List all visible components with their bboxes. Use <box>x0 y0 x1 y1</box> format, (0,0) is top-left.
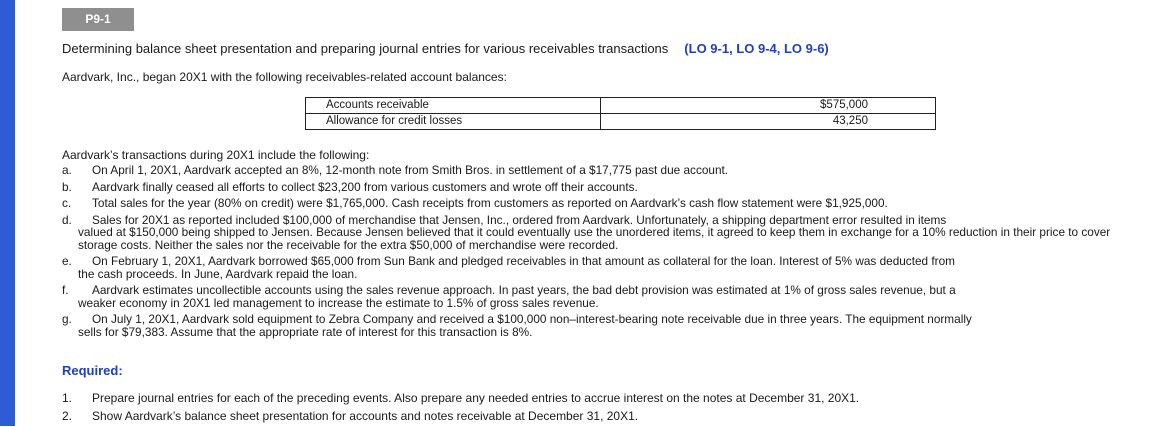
list-item <box>62 181 1142 194</box>
problem-badge: P9-1 <box>62 8 134 31</box>
account-name: Allowance for credit losses <box>306 114 601 130</box>
list-item <box>62 284 1142 309</box>
item-label: d. <box>62 212 72 227</box>
req-text: Prepare journal entries for each of the preceding events. Also prepare any needed entries to accrue interest on the notes at December 31, 20X1. <box>92 391 860 405</box>
item-text: Aardvark finally ceased all efforts to collect $23,200 from various customers and wrote off their accounts. <box>92 179 638 194</box>
account-amount: $575,000 <box>601 98 936 114</box>
required-heading: Required: <box>62 363 123 378</box>
req-label: 2. <box>62 409 73 423</box>
req-text: Show Aardvark’s balance sheet presentation for accounts and notes receivable at December 31, 20X1. <box>92 409 639 423</box>
item-text-continued: valued at $150,000 being shipped to Jensen. Because Jensen believed that it could eventually use the unordered items, it agreed to keep them in exchange for a 10% reduction in their price to cover storage costs. Neither the sales nor the receivable for the extra $50,000 of merchandise were recorded. <box>78 225 1111 252</box>
list-item <box>62 197 1142 210</box>
item-text-continued: weaker economy in 20X1 led management to increase the estimate to 1.5% of gross sales revenue. <box>78 295 599 310</box>
title-text: Determining balance sheet presentation and preparing journal entries for various receivables transactions <box>62 41 669 56</box>
learning-objectives: (LO 9-1, LO 9-4, LO 9-6) <box>684 41 829 56</box>
item-text: On April 1, 20X1, Aardvark accepted an 8%, 12-month note from Smith Bros. in settlement of a $17,775 past due account. <box>92 163 729 177</box>
item-label: f. <box>62 283 69 297</box>
list-item <box>62 164 1142 177</box>
list-item <box>62 255 1142 280</box>
balances-table <box>305 97 936 130</box>
item-label: c. <box>62 196 72 210</box>
problem-title <box>62 41 829 56</box>
item-text: On February 1, 20X1, Aardvark borrowed $65,000 from Sun Bank and pledged receivables in that amount as collateral for the loan. Interest of 5% was deducted from <box>92 254 955 268</box>
item-text: Sales for 20X1 as reported included $100,000 of merchandise that Jensen, Inc., ordered from Aardvark. Unfortunately, a shipping department error resulted in items <box>92 212 947 227</box>
list-item <box>62 214 1142 252</box>
transactions-intro: Aardvark’s transactions during 20X1 include the following: <box>62 148 370 162</box>
item-label: a. <box>62 163 72 177</box>
item-text-continued: sells for $79,383. Assume that the appropriate rate of interest for this transaction is 8%. <box>78 324 533 339</box>
account-name: Accounts receivable <box>306 98 601 114</box>
item-text: Total sales for the year (80% on credit) were $1,765,000. Cash receipts from customers as reported on Aardvark’s cash flow statement were $1,925,000. <box>92 196 888 210</box>
req-label: 1. <box>62 391 73 405</box>
intro-text: Aardvark, Inc., began 20X1 with the following receivables-related account balances: <box>62 70 507 84</box>
item-text: Aardvark estimates uncollectible accounts using the sales revenue approach. In past years, the bad debt provision was estimated at 1% of gross sales revenue, but a <box>92 283 956 297</box>
transactions-list <box>62 164 1142 342</box>
account-amount: 43,250 <box>601 114 936 130</box>
item-label: e. <box>62 254 72 268</box>
item-text: On July 1, 20X1, Aardvark sold equipment to Zebra Company and received a $100,000 non–interest-bearing note receivable due in three years. The equipment normally <box>92 312 972 326</box>
table-row <box>306 98 936 114</box>
item-label: b. <box>62 179 72 194</box>
table-row <box>306 114 936 130</box>
item-text-continued: the cash proceeds. In June, Aardvark repaid the loan. <box>78 266 358 281</box>
list-item <box>62 313 1142 338</box>
left-accent-bar <box>0 0 15 426</box>
item-label: g. <box>62 312 72 326</box>
